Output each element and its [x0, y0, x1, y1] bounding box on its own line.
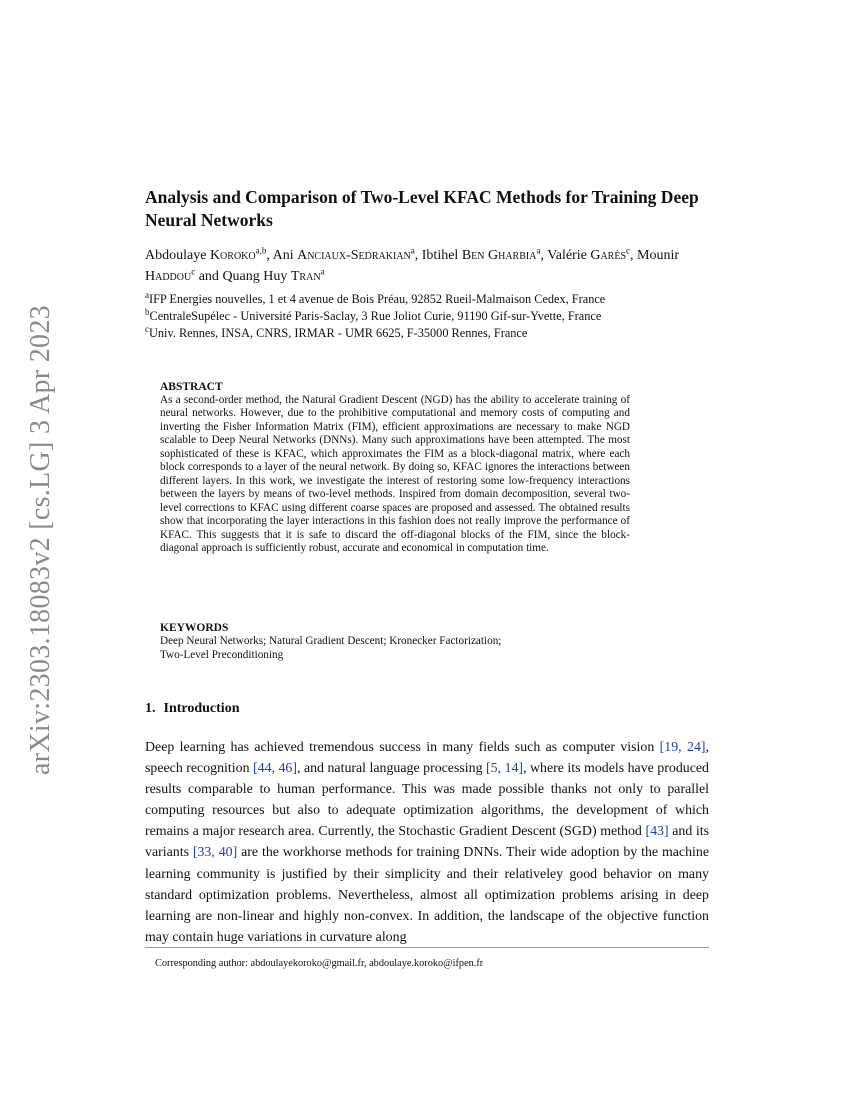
abstract-heading: ABSTRACT — [160, 381, 223, 393]
author-last-name: Koroko — [209, 248, 256, 263]
section-number: 1. — [145, 701, 156, 716]
citation-link[interactable]: [43] — [645, 824, 669, 840]
affiliation — [145, 291, 715, 308]
author-first-name: Ani — [272, 248, 294, 263]
affiliation-list — [145, 291, 715, 342]
intro-text-segment: , where its models have produced results comparable to human performance. This was made possible thanks not only to parallel computing resources but also to adequate optimization algorithms, the development of which remains a major research area. Currently, the Stochastic Gradient Descent (SGD) method — [145, 761, 709, 840]
author-affiliation-mark: a,b — [255, 245, 267, 256]
keywords-heading: KEYWORDS — [160, 622, 229, 634]
paper-title: Analysis and Comparison of Two-Level KFAC Methods for Training Deep Neural Networks — [145, 187, 699, 230]
author-affiliation-mark: a — [320, 266, 325, 277]
author-affiliation-mark: c — [626, 245, 631, 256]
author-separator: , — [266, 248, 273, 263]
author-separator: and — [195, 269, 223, 284]
intro-text-segment: are the workhorse methods for training DNNs. Their wide adoption by the machine learning community is justified by their simplicity and their relativeley good behavior on many standard optimization problems. Nevertheless, almost all optimization problems arising in deep learning are non-linear and highly non-convex. In addition, the landscape of the objective function may contain huge variations in curvature along — [145, 845, 709, 945]
author-last-name: Garès — [590, 248, 627, 263]
abstract-text: As a second-order method, the Natural Gradient Descent (NGD) has the ability to accelerate training of neural networks. However, due to the prohibitive computational and memory costs of computing and inverting the Fisher Information Matrix (FIM), efficient approximations are necessary to make NGD scalable to Deep Neural Networks (DNNs). Many such approximations have been attempted. The most sophisticated of these is KFAC, which approximates the FIM as a block-diagonal matrix, where each block corresponds to a layer of the neural network. By doing so, KFAC ignores the interactions between different layers. In this work, we investigate the interest of restoring some low-frequency interactions between the layers by means of two-level methods. Inspired from domain decomposition, several two-level corrections to KFAC using different coarse spaces are proposed and assessed. The obtained results show that incorporating the layer interactions in this fashion does not really improve the performance of KFAC. This suggests that it is safe to discard the off-diagonal blocks of the FIM, since the block-diagonal approach is sufficiently robust, accurate and economical in computation time. — [160, 394, 630, 554]
section-heading-introduction — [145, 701, 239, 717]
affiliation-mark: c — [145, 323, 149, 334]
citation-link[interactable]: [33, 40] — [192, 845, 238, 861]
author-last-name: Ben Gharbia — [461, 248, 537, 263]
author-first-name: Abdoulaye — [145, 248, 207, 263]
author-separator: , — [414, 248, 422, 263]
author-last-name: Anciaux-Sedrakian — [297, 248, 411, 263]
author-last-name: Haddou — [145, 269, 192, 284]
keywords-line-2: Two-Level Preconditioning — [160, 648, 284, 661]
intro-text-segment: , speech recognition — [145, 740, 709, 777]
author-affiliation-mark: a — [410, 245, 415, 256]
introduction-paragraph — [145, 737, 709, 948]
footnote-divider — [145, 947, 709, 948]
keywords-block — [160, 621, 630, 663]
section-title: Introduction — [163, 701, 240, 716]
author-first-name: Mounir — [637, 248, 680, 263]
author — [421, 245, 541, 263]
author-first-name: Quang Huy — [222, 269, 288, 284]
author-affiliation-mark: a — [536, 245, 541, 256]
keywords-line-1: Deep Neural Networks; Natural Gradient Descent; Kronecker Factorization; — [160, 635, 502, 647]
abstract-block — [160, 380, 630, 555]
affiliation-text: IFP Energies nouvelles, 1 et 4 avenue de Bois Préau, 92852 Rueil-Malmaison Cedex, France — [149, 292, 606, 306]
footnote-corresponding-author: Corresponding author: abdoulayekoroko@gmail.fr, abdoulaye.koroko@ifpen.fr — [155, 958, 484, 969]
affiliation — [145, 308, 715, 325]
author — [222, 266, 325, 284]
author-affiliation-mark: c — [191, 266, 196, 277]
citation-link[interactable]: [19, 24] — [659, 740, 706, 755]
author-first-name: Ibtihel — [421, 248, 459, 263]
author — [145, 245, 267, 263]
affiliation-text: Univ. Rennes, INSA, CNRS, IRMAR - UMR 6625, F-35000 Rennes, France — [149, 326, 528, 340]
arxiv-sidebar-stamp — [22, 300, 60, 780]
citation-link[interactable]: [5, 14] — [486, 761, 524, 777]
author-list — [145, 245, 715, 287]
author — [547, 245, 631, 263]
affiliation-mark: b — [145, 306, 150, 317]
affiliation-text: CentraleSupélec - Université Paris-Saclay, 3 Rue Joliot Curie, 91190 Gif-sur-Yvette, France — [149, 309, 602, 323]
author-separator: , — [630, 248, 638, 263]
citation-link[interactable]: [44, 46] — [253, 761, 297, 777]
affiliation-mark: a — [145, 289, 149, 300]
author — [272, 245, 415, 263]
intro-text-segment: , and natural language processing — [297, 761, 487, 777]
author-separator: , — [540, 248, 548, 263]
intro-text-segment: Deep learning has achieved tremendous success in many fields such as computer vision — [145, 740, 660, 755]
arxiv-identifier: arXiv:2303.18083v2 [cs.LG] 3 Apr 2023 — [25, 305, 56, 775]
author-last-name: Tran — [290, 269, 321, 284]
affiliation — [145, 325, 715, 342]
intro-text-segment: and its variants — [145, 824, 709, 861]
author-first-name: Valérie — [547, 248, 587, 263]
